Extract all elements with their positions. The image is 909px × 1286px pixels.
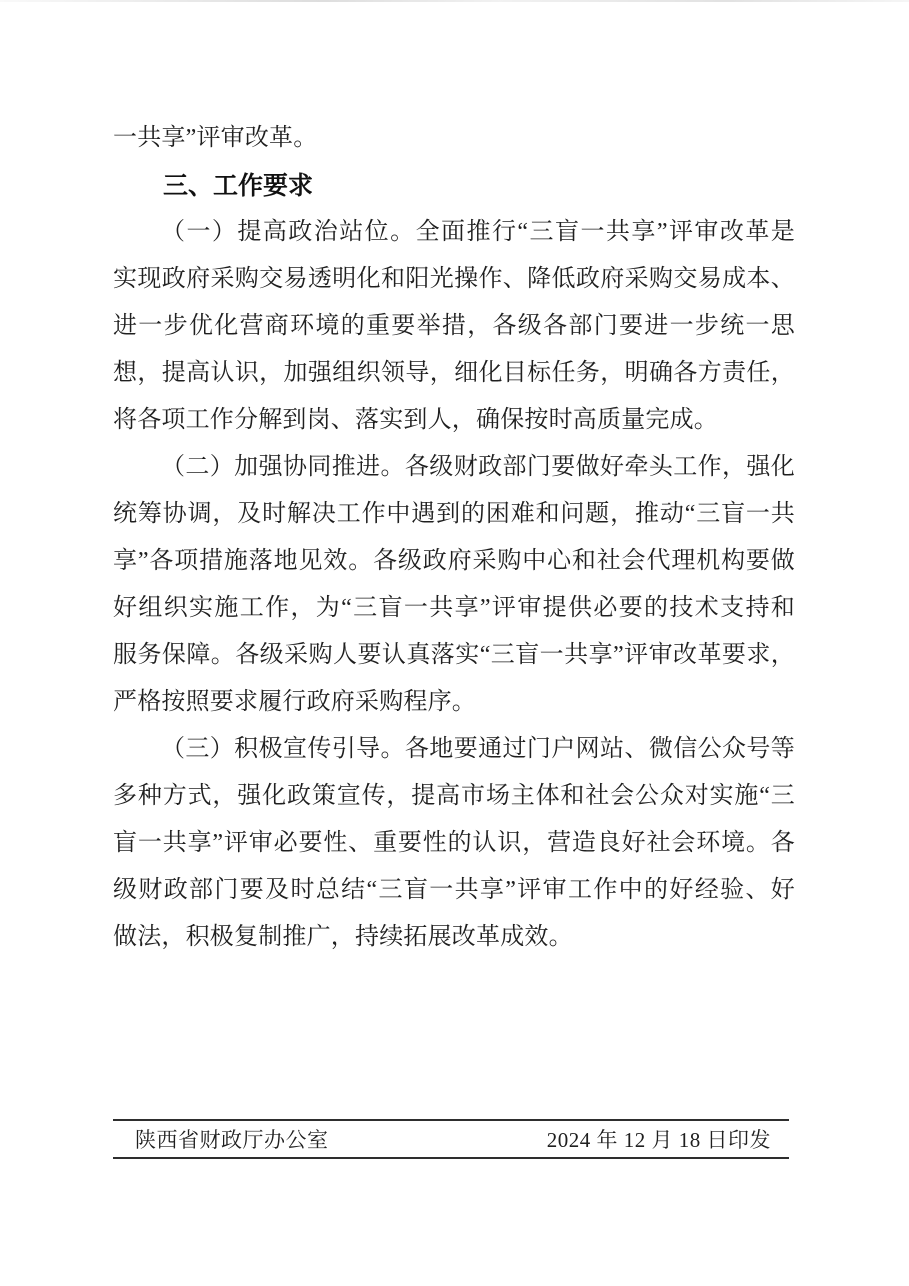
section-heading: 三、工作要求 xyxy=(163,171,314,200)
paragraph-1-line: 实现政府采购交易透明化和阳光操作、降低政府采购交易成本、 xyxy=(113,266,795,292)
paragraph-2-line: 严格按照要求履行政府采购程序。 xyxy=(113,689,476,715)
paragraph-3-line: 级财政部门要及时总结“三盲一共享”评审工作中的好经验、好 xyxy=(113,877,795,903)
paragraph-2-line: 享”各项措施落地见效。各级政府采购中心和社会代理机构要做 xyxy=(113,548,795,574)
page-footer xyxy=(113,1119,789,1159)
paragraph-1-line: 想，提高认识，加强组织领导，细化目标任务，明确各方责任， xyxy=(113,360,795,386)
paragraph-continuation-line: 一共享”评审改革。 xyxy=(113,125,318,151)
paragraph-1-line: （一）提高政治站位。全面推行“三盲一共享”评审改革是 xyxy=(161,219,795,245)
footer-issuer: 陕西省财政厅办公室 xyxy=(135,1128,329,1152)
paragraph-3-line: 多种方式，强化政策宣传，提高市场主体和社会公众对实施“三 xyxy=(113,783,795,809)
paragraph-3-line: 做法，积极复制推广，持续拓展改革成效。 xyxy=(113,924,573,950)
paragraph-1-line: 将各项工作分解到岗、落实到人，确保按时高质量完成。 xyxy=(113,407,718,433)
paragraph-2-line: 好组织实施工作，为“三盲一共享”评审提供必要的技术支持和 xyxy=(113,595,795,621)
paragraph-3-line: （三）积极宣传引导。各地要通过门户网站、微信公众号等 xyxy=(161,736,795,762)
paragraph-2-line: （二）加强协同推进。各级财政部门要做好牵头工作，强化 xyxy=(161,454,795,480)
paragraph-2-line: 服务保障。各级采购人要认真落实“三盲一共享”评审改革要求， xyxy=(113,642,795,668)
paragraph-1-line: 进一步优化营商环境的重要举措，各级各部门要进一步统一思 xyxy=(113,313,795,339)
paragraph-2-line: 统筹协调，及时解决工作中遇到的困难和问题，推动“三盲一共 xyxy=(113,501,795,527)
scan-edge-artifact xyxy=(0,0,909,2)
document-body xyxy=(113,115,795,961)
footer-print-date: 2024 年 12 月 18 日印发 xyxy=(546,1128,771,1152)
paragraph-3-line: 盲一共享”评审必要性、重要性的认识，营造良好社会环境。各 xyxy=(113,830,795,856)
